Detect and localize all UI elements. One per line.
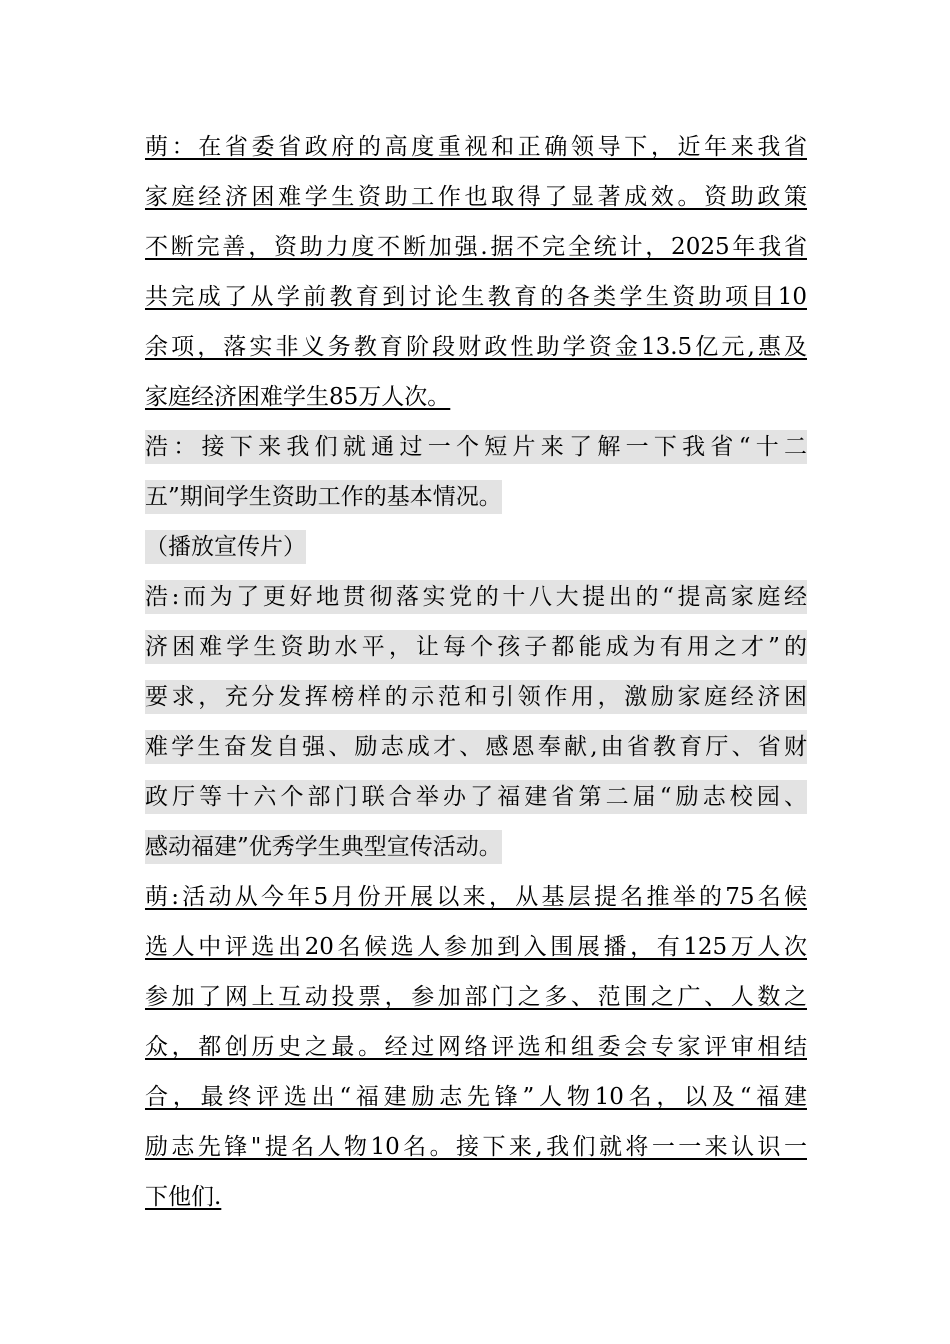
text-line: 浩:而为了更好地贯彻落实党的十八大提出的“提高家庭经 [145,572,807,622]
text-line: 五”期间学生资助工作的基本情况。 [145,472,807,522]
text-line: 合，最终评选出“福建励志先锋”人物10名，以及“福建 [145,1084,807,1110]
text-line: 励志先锋"提名人物10名。接下来,我们就将一一来认识一 [145,1134,807,1160]
paragraph-hao-1 [145,422,807,522]
text-line: 家庭经济困难学生85万人次。 [145,384,451,410]
text-line: 萌:活动从今年5月份开展以来，从基层提名推举的75名候 [145,884,807,910]
paragraph-hao-2 [145,572,807,872]
text-line: 萌：在省委省政府的高度重视和正确领导下，近年来我省 [145,134,807,160]
text-line: 下他们. [145,1184,222,1210]
text-line: 政厅等十六个部门联合举办了福建省第二届“励志校园、 [145,772,807,822]
text-line: 选人中评选出20名候选人参加到入围展播，有125万人次 [145,934,807,960]
paragraph-meng-1 [145,122,807,422]
text-line: 参加了网上互动投票，参加部门之多、范围之广、人数之 [145,984,807,1010]
text-line: 浩：接下来我们就通过一个短片来了解一下我省“十二 [145,422,807,472]
text-line: 余项，落实非义务教育阶段财政性助学资金13.5亿元,惠及 [145,334,807,360]
text-line: （播放宣传片） [145,522,807,572]
text-line: 共完成了从学前教育到讨论生教育的各类学生资助项目10 [145,284,807,310]
text-line: 众，都创历史之最。经过网络评选和组委会专家评审相结 [145,1034,807,1060]
text-line: 济困难学生资助水平，让每个孩子都能成为有用之才”的 [145,622,807,672]
paragraph-stage-direction [145,522,807,572]
document-page [145,122,807,1222]
text-line: 难学生奋发自强、励志成才、感恩奉献,由省教育厅、省财 [145,722,807,772]
text-line: 感动福建”优秀学生典型宣传活动。 [145,822,807,872]
text-line: 家庭经济困难学生资助工作也取得了显著成效。资助政策 [145,184,807,210]
text-line: 不断完善，资助力度不断加强.据不完全统计，2025年我省 [145,234,807,260]
text-line: 要求，充分发挥榜样的示范和引领作用，激励家庭经济困 [145,672,807,722]
paragraph-meng-2 [145,872,807,1222]
